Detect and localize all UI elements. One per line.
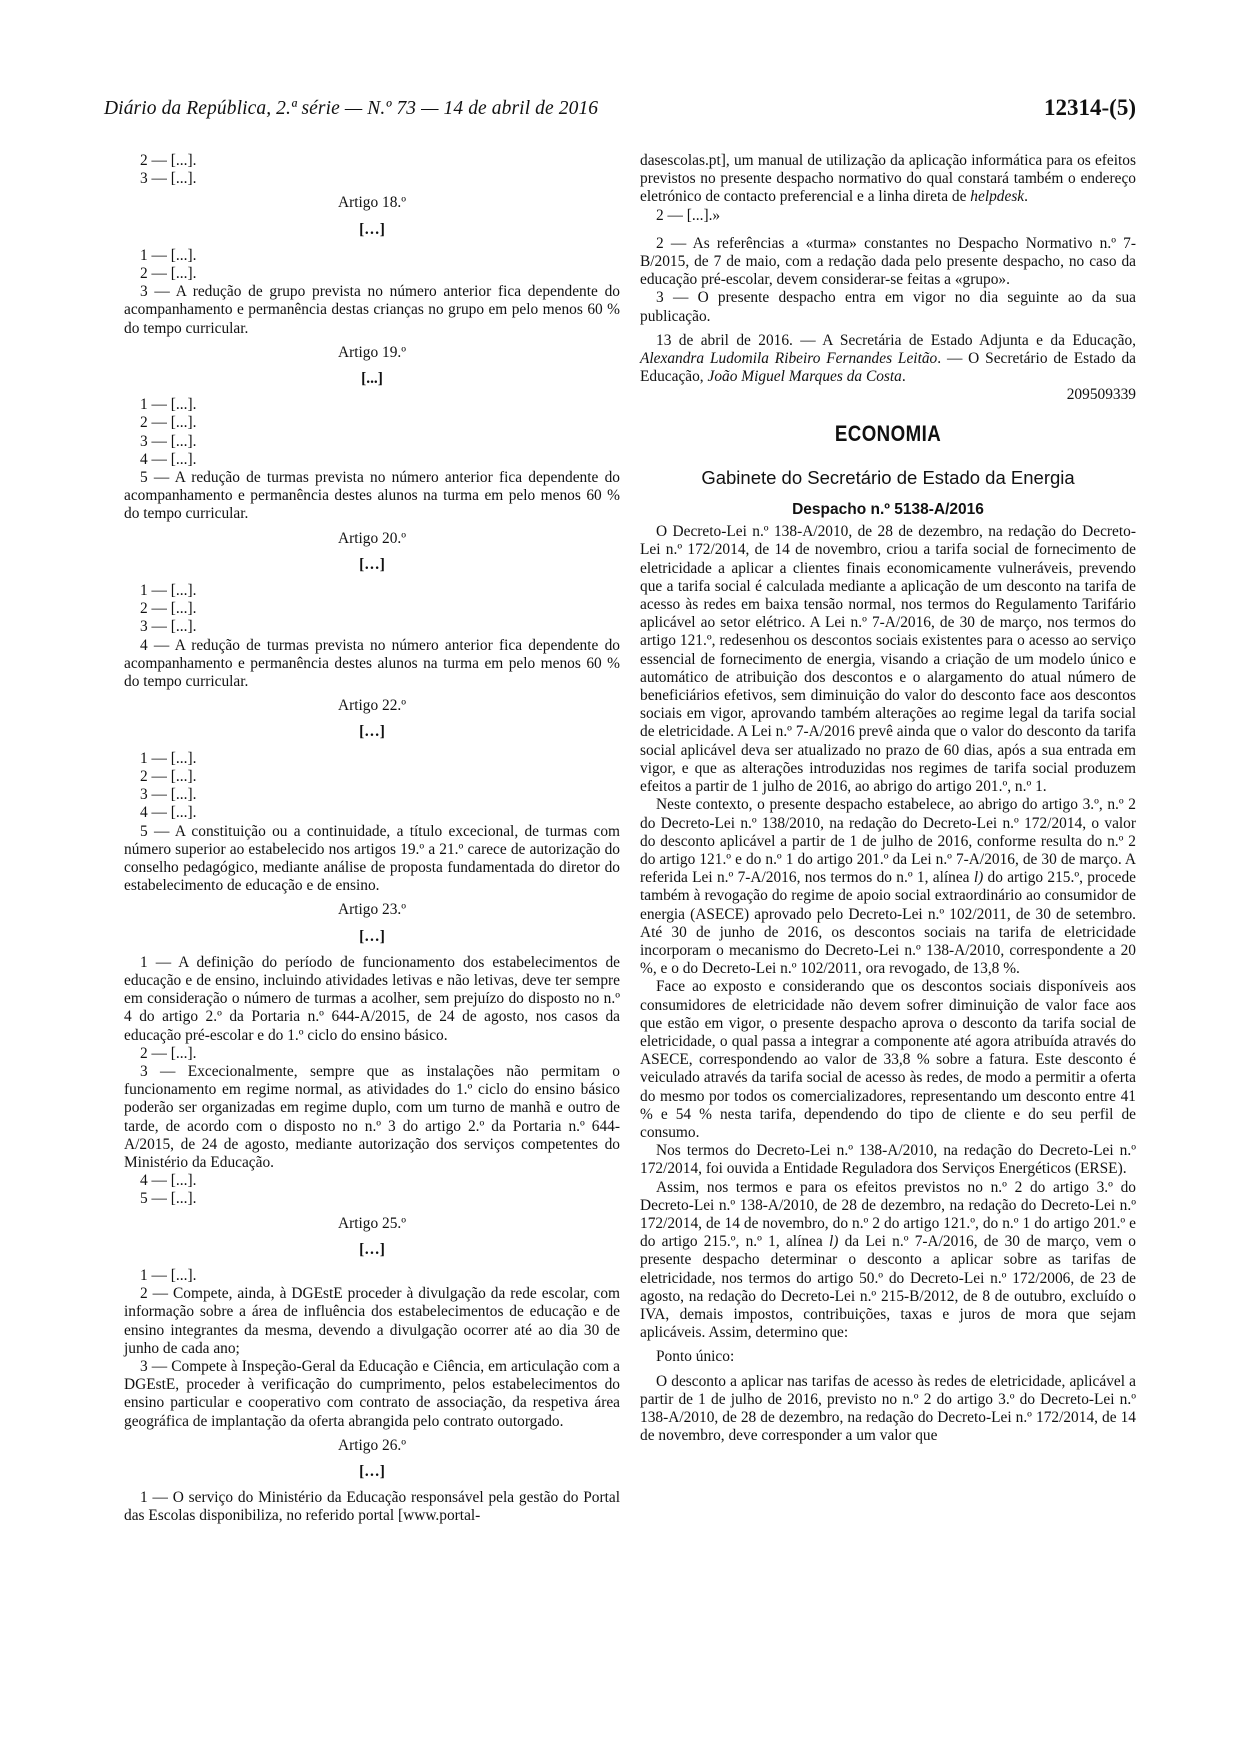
paragraph: Face ao exposto e considerando que os descontos sociais disponíveis aos consumidores de eletricidade não devem sofrer diminuição de valor face aos que estão em vigor, o presente despacho aprova o desconto da tarifa social de eletricidade, o qual passa a integrar a componente até agora atribuída através do ASECE, correspondendo ao valor de 33,8 % sobre a fatura. Este desconto é veiculado através da tarifa social de acesso às redes, de modo a permitir a oferta do mesmo por todos os comercializadores, representando um desconto entre 41 % e 54 % nesta tarifa, dependendo do tipo de cliente e do seu perfil de consumo.	[640, 978, 1136, 1141]
item: 2 — [...].	[140, 414, 197, 432]
article-heading: Artigo 18.º	[337, 194, 407, 212]
paragraph: 5 — A redução de turmas prevista no número anterior fica dependente do acompanhamento e permanência destes alunos na turma em pelo menos 60 % do tempo curricular.	[124, 469, 620, 523]
omitted-text-marker: […]	[359, 1240, 385, 1258]
omitted-text-marker: […]	[359, 723, 385, 741]
paragraph: 3 — Compete à Inspeção-Geral da Educação e Ciência, em articulação com a DGEstE, proceder à verificação do cumprimento, pelos estabelecimentos do ensino particular e cooperativo com contrato de associação, da respetiva área geográfica de implantação da oferta abrangida pelo contrato outorgado.	[124, 1357, 620, 1430]
page-number: 12314-(5)	[1044, 95, 1136, 120]
paragraph: 2 — As referências a «turma» constantes no Despacho Normativo n.º 7-B/2015, de 7 de maio, com a redação dada pelo presente despacho, no caso da educação pré-escolar, devem considerar-se feitas a «grupo».	[640, 234, 1136, 289]
ministry-heading: ECONOMIA	[834, 420, 942, 446]
paragraph: Nos termos do Decreto-Lei n.º 138-A/2010, na redação do Decreto-Lei n.º 172/2014, foi ouvida a Entidade Reguladora dos Serviços Energéticos (ERSE).	[640, 1142, 1136, 1178]
left-column	[124, 152, 620, 1526]
item: 2 — [...].»	[656, 206, 721, 224]
paragraph: 5 — A constituição ou a continuidade, a título excecional, de turmas com número superior ao estabelecido nos artigos 19.º a 21.º carece de autorização do conselho pedagógico, mediante análise de proposta fundamentada do diretor do estabelecimento de educação e de ensino.	[124, 822, 620, 895]
article-heading: Artigo 26.º	[337, 1436, 407, 1454]
item: 4 — [...].	[140, 1172, 197, 1190]
item: 4 — [...].	[140, 450, 197, 468]
paragraph: 2 — Compete, ainda, à DGEstE proceder à divulgação da rede escolar, com informação sobre a área de influência dos estabelecimentos de educação e de ensino integrantes da mesma, devendo a divulgação ocorrer até ao dia 30 de junho de cada ano;	[124, 1285, 620, 1357]
item: 3 — [...].	[140, 170, 197, 188]
page-header	[104, 95, 1136, 132]
item: 1 — [...].	[140, 582, 197, 600]
item: 2 — [...].	[140, 767, 197, 785]
item: 1 — [...].	[140, 396, 197, 414]
article-heading: Artigo 20.º	[337, 529, 407, 547]
despacho-title: Despacho n.º 5138-A/2016	[792, 501, 984, 519]
omitted-text-marker: […]	[359, 220, 385, 238]
item: 3 — [...].	[140, 786, 197, 804]
office-heading: Gabinete do Secretário de Estado da Energia	[701, 466, 1075, 488]
paragraph: Assim, nos termos e para os efeitos previstos no n.º 2 do artigo 3.º do Decreto-Lei n.º 138-A/2010, de 28 de dezembro, na redação do Decreto-Lei n.º 172/2014, de 14 de novembro, do n.º 2 do artigo 121.º, do n.º 1 do artigo 201.º e do artigo 215.º, n.º 1, alínea l) da Lei n.º 7-A/2016, de 30 de março, vem o presente despacho determinar o desconto a aplicar sobre as tarifas de eletricidade, nos termos do artigo 50.º do Decreto-Lei n.º 172/2006, de 23 de agosto, na redação do Decreto-Lei n.º 215-B/2012, de 8 de outubro, excluído o IVA, demais impostos, contribuições, taxas e juros de mora que sejam aplicáveis. Assim, determino que:	[640, 1178, 1136, 1342]
paragraph: 3 — Excecionalmente, sempre que as instalações não permitam o funcionamento em regime normal, as atividades do 1.º ciclo do ensino básico poderão ser organizadas em regime duplo, com um turno de manhã e outro de tarde, de acordo com o disposto no n.º 3 do artigo 2.º da Portaria n.º 644-A/2015, de 24 de agosto, mediante autorização dos serviços competentes do Ministério da Educação.	[124, 1062, 620, 1171]
paragraph: O desconto a aplicar nas tarifas de acesso às redes de eletricidade, aplicável a partir de 1 de julho de 2016, previsto no n.º 2 do artigo 3.º do Decreto-Lei n.º 138-A/2010, de 28 de dezembro, na redação do Decreto-Lei n.º 172/2014, de 14 de novembro, deve corresponder a um valor que	[640, 1372, 1136, 1445]
signatory-name: Alexandra Ludomila Ribeiro Fernandes Leitão	[640, 350, 938, 368]
paragraph: O Decreto-Lei n.º 138-A/2010, de 28 de dezembro, na redação do Decreto-Lei n.º 172/2014, de 14 de novembro, criou a tarifa social de fornecimento de eletricidade a aplicar a clientes finais economicamente vulneráveis, prevendo que a tarifa social é calculada mediante a aplicação de um desconto na tarifa de acesso às redes em baixa tensão normal, nos termos do Regulamento Tarifário aplicável ao setor elétrico. A Lei n.º 7-A/2016, de 30 de março, nos termos do artigo 121.º, redesenhou os descontos sociais existentes para o acesso ao serviço essencial de fornecimento de energia, visando a criação de um modelo único e automático de atribuição dos descontos e o alargamento do atual número de beneficiários efetivos, sem diminuição do valor do desconto face aos descontos sociais em vigor, aprovando também alterações ao regime legal da tarifa social de eletricidade. A Lei n.º 7-A/2016 prevê ainda que o valor do desconto da tarifa social aplicável deva ser atualizado no prazo de 60 dias, após a sua entrada em vigor, e que as alterações introduzidas nos regimes de tarifa social produzem efeitos a partir de 1 julho de 2016, ao abrigo do artigo 201.º, n.º 1.	[640, 523, 1136, 796]
paragraph: 3 — A redução de grupo prevista no número anterior fica dependente do acompanhamento e permanência destas crianças no grupo em pelo menos 60 % do tempo curricular.	[124, 283, 620, 337]
omitted-text-marker: […]	[359, 555, 385, 573]
paragraph: 1 — O serviço do Ministério da Educação responsável pela gestão do Portal das Escolas disponibiliza, no referido portal [www.portal-	[124, 1489, 620, 1525]
publication-title: Diário da República, 2.ª série — N.º 73 — 14 de abril de 2016	[104, 98, 599, 119]
continuation-paragraph: dasescolas.pt], um manual de utilização da aplicação informática para os efeitos previstos no presente despacho normativo do qual constará também o endereço eletrónico de contacto preferencial e a linha direta de helpdesk.	[640, 152, 1136, 206]
item: 1 — [...].	[140, 749, 197, 767]
item: 2 — [...].	[140, 600, 197, 618]
item: 2 — [...].	[140, 1044, 197, 1062]
item: 2 — [...].	[140, 152, 197, 169]
item: 3 — [...].	[140, 432, 197, 450]
article-heading: Artigo 23.º	[337, 901, 407, 919]
right-column	[640, 152, 1136, 1445]
paragraph: Neste contexto, o presente despacho estabelece, ao abrigo do artigo 3.º, n.º 2 do Decreto-Lei n.º 138/2010, na redação do Decreto-Lei n.º 172/2014, o valor do desconto aplicável a partir de 1 de julho de 2016, conforme resulta do n.º 2 do artigo 121.º e do n.º 1 do artigo 201.º da Lei n.º 7-A/2016, de 30 de março. A referida Lei n.º 7-A/2016, nos termos do n.º 1, alínea l) do artigo 215.º, procede também à revogação do regime de apoio social extraordinário ao consumidor de energia (ASECE) aprovado pelo Decreto-Lei n.º 102/2011, de 30 de setembro. Até 30 de junho de 2016, os descontos sociais na tarifa de eletricidade incorporam o mecanismo do Decreto-Lei n.º 138-A/2010, correspondente a 20 %, e o do Decreto-Lei n.º 102/2011, ora revogado, de 13,8 %.	[640, 796, 1136, 978]
omitted-text-marker: […]	[359, 927, 385, 945]
omitted-text-marker: […]	[359, 1463, 385, 1480]
article-heading: Artigo 22.º	[337, 697, 407, 715]
omitted-text-marker: [...]	[361, 370, 383, 388]
reference-number: 209509339	[1066, 386, 1136, 404]
paragraph: 3 — O presente despacho entra em vigor no dia seguinte ao da sua publicação.	[640, 289, 1136, 325]
item: 2 — [...].	[140, 265, 197, 283]
item: 5 — [...].	[140, 1190, 197, 1208]
item: 4 — [...].	[140, 804, 197, 822]
signature-block: 13 de abril de 2016. — A Secretária de Estado Adjunta e da Educação, Alexandra Ludomila Ribeiro Fernandes Leitão. — O Secretário de Estado da Educação, João Miguel Marques da Costa.	[640, 331, 1136, 386]
paragraph: 1 — A definição do período de funcionamento dos estabelecimentos de educação e de ensino, incluindo atividades letivas e não letivas, deve ter sempre em consideração o número de turmas a acolher, sem prejuízo do disposto no n.º 4 do artigo 2.º da Portaria n.º 644-A/2015, de 24 de agosto, nos casos da educação pré-escolar e do 1.º ciclo do ensino básico.	[124, 953, 620, 1044]
helpdesk-term: helpdesk	[970, 188, 1025, 206]
item: 1 — [...].	[140, 246, 197, 264]
article-heading: Artigo 25.º	[337, 1214, 407, 1232]
article-heading: Artigo 19.º	[337, 343, 407, 361]
item: 1 — [...].	[140, 1266, 197, 1284]
paragraph: 4 — A redução de turmas prevista no número anterior fica dependente do acompanhamento e permanência destes alunos na turma em pelo menos 60 % do tempo curricular.	[124, 636, 620, 691]
signatory-name: João Miguel Marques da Costa	[707, 368, 902, 386]
section-label: Ponto único:	[656, 1348, 735, 1366]
item: 3 — [...].	[140, 618, 197, 636]
